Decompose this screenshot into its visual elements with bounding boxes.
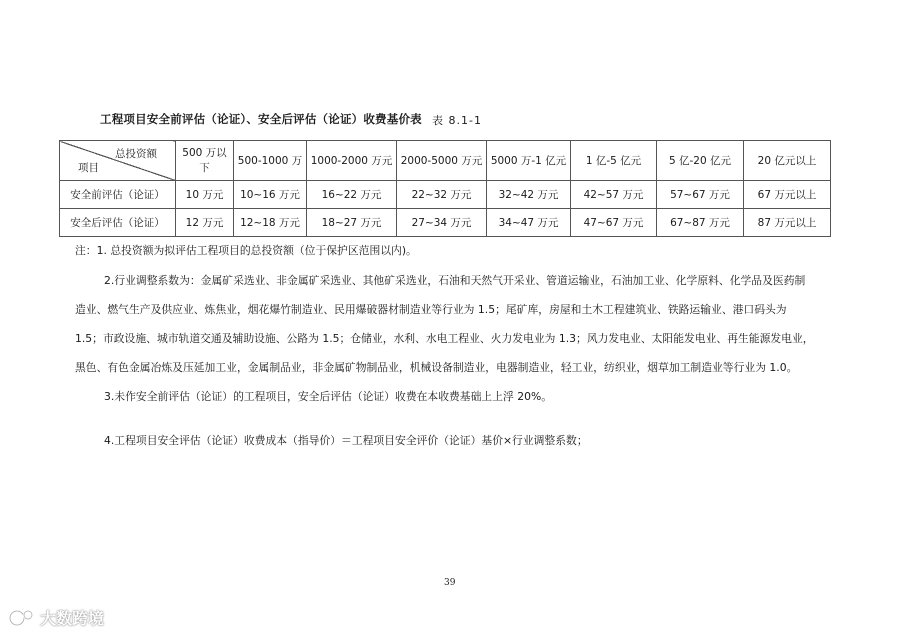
table-cell: 27~34 万元: [397, 209, 487, 237]
table-cell: 34~47 万元: [487, 209, 571, 237]
note-2-line-2: 造业、燃气生产及供应业、炼焦业，烟花爆竹制造业、民用爆破器材制造业等行业为 1.5；尾矿库，房屋和土木工程建筑业、铁路运输业、港口码头为: [75, 303, 787, 316]
watermark: [8, 606, 104, 629]
table-row: [60, 209, 831, 237]
note-3: 3.未作安全前评估（论证）的工程项目，安全后评估（论证）收费在本收费基础上上浮 20%。: [104, 390, 553, 403]
table-cell: 22~32 万元: [397, 181, 487, 209]
column-header: 5 亿-20 亿元: [657, 141, 744, 181]
note-2-line-1: 2.行业调整系数为：金属矿采选业、非金属矿采选业、其他矿采选业，石油和天然气开采业、管道运输业，石油加工业、化学原料、化学品及医药制: [104, 274, 806, 287]
table-number: 表 8.1-1: [432, 114, 482, 127]
table-cell: 67 万元以上: [744, 181, 831, 209]
header-corner-cell: [60, 141, 176, 181]
header-corner-top: 总投资额: [115, 148, 157, 160]
table-row: [60, 181, 831, 209]
table-header-row: [60, 141, 831, 181]
table-cell: 10 万元: [176, 181, 234, 209]
table-cell: 12 万元: [176, 209, 234, 237]
table-title: 工程项目安全前评估（论证）、安全后评估（论证）收费基价表: [100, 112, 422, 126]
table-cell: 10~16 万元: [234, 181, 307, 209]
column-header: 1 亿-5 亿元: [571, 141, 657, 181]
table-cell: 16~22 万元: [307, 181, 397, 209]
table-cell: 12~18 万元: [234, 209, 307, 237]
note-4: 4.工程项目安全评估（论证）收费成本（指导价）＝工程项目安全评价（论证）基价×行业调整系数；: [104, 434, 588, 447]
column-header: 500-1000 万: [234, 141, 307, 181]
table-cell: 87 万元以上: [744, 209, 831, 237]
brand-logo-icon: [8, 607, 36, 629]
table-cell: 18~27 万元: [307, 209, 397, 237]
table-cell: 32~42 万元: [487, 181, 571, 209]
row-label: 安全前评估（论证）: [60, 181, 176, 209]
column-header: 20 亿元以上: [744, 141, 831, 181]
page-number: 39: [444, 578, 456, 588]
row-label: 安全后评估（论证）: [60, 209, 176, 237]
header-corner-bottom: 项目: [78, 162, 99, 174]
table-cell: 42~57 万元: [571, 181, 657, 209]
fee-table: [59, 140, 831, 237]
note-1: 注：1. 总投资额为拟评估工程项目的总投资额（位于保护区范围以内)。: [75, 244, 417, 257]
watermark-text: 大数跨境: [40, 609, 105, 628]
column-header: 500 万以下: [176, 141, 234, 181]
column-header: 1000-2000 万元: [307, 141, 397, 181]
table-cell: 67~87 万元: [657, 209, 744, 237]
column-header: 5000 万-1 亿元: [487, 141, 571, 181]
column-header: 2000-5000 万元: [397, 141, 487, 181]
note-2-line-3: 1.5；市政设施、城市轨道交通及辅助设施、公路为 1.5；仓储业，水利、水电工程业、火力发电业为 1.3；风力发电业、太阳能发电业、再生能源发电业，: [75, 332, 814, 345]
table-cell: 47~67 万元: [571, 209, 657, 237]
table-cell: 57~67 万元: [657, 181, 744, 209]
note-2-line-4: 黑色、有色金属冶炼及压延加工业，金属制品业，非金属矿物制品业，机械设备制造业，电器制造业，轻工业，纺织业，烟草加工制造业等行业为 1.0。: [75, 361, 798, 374]
